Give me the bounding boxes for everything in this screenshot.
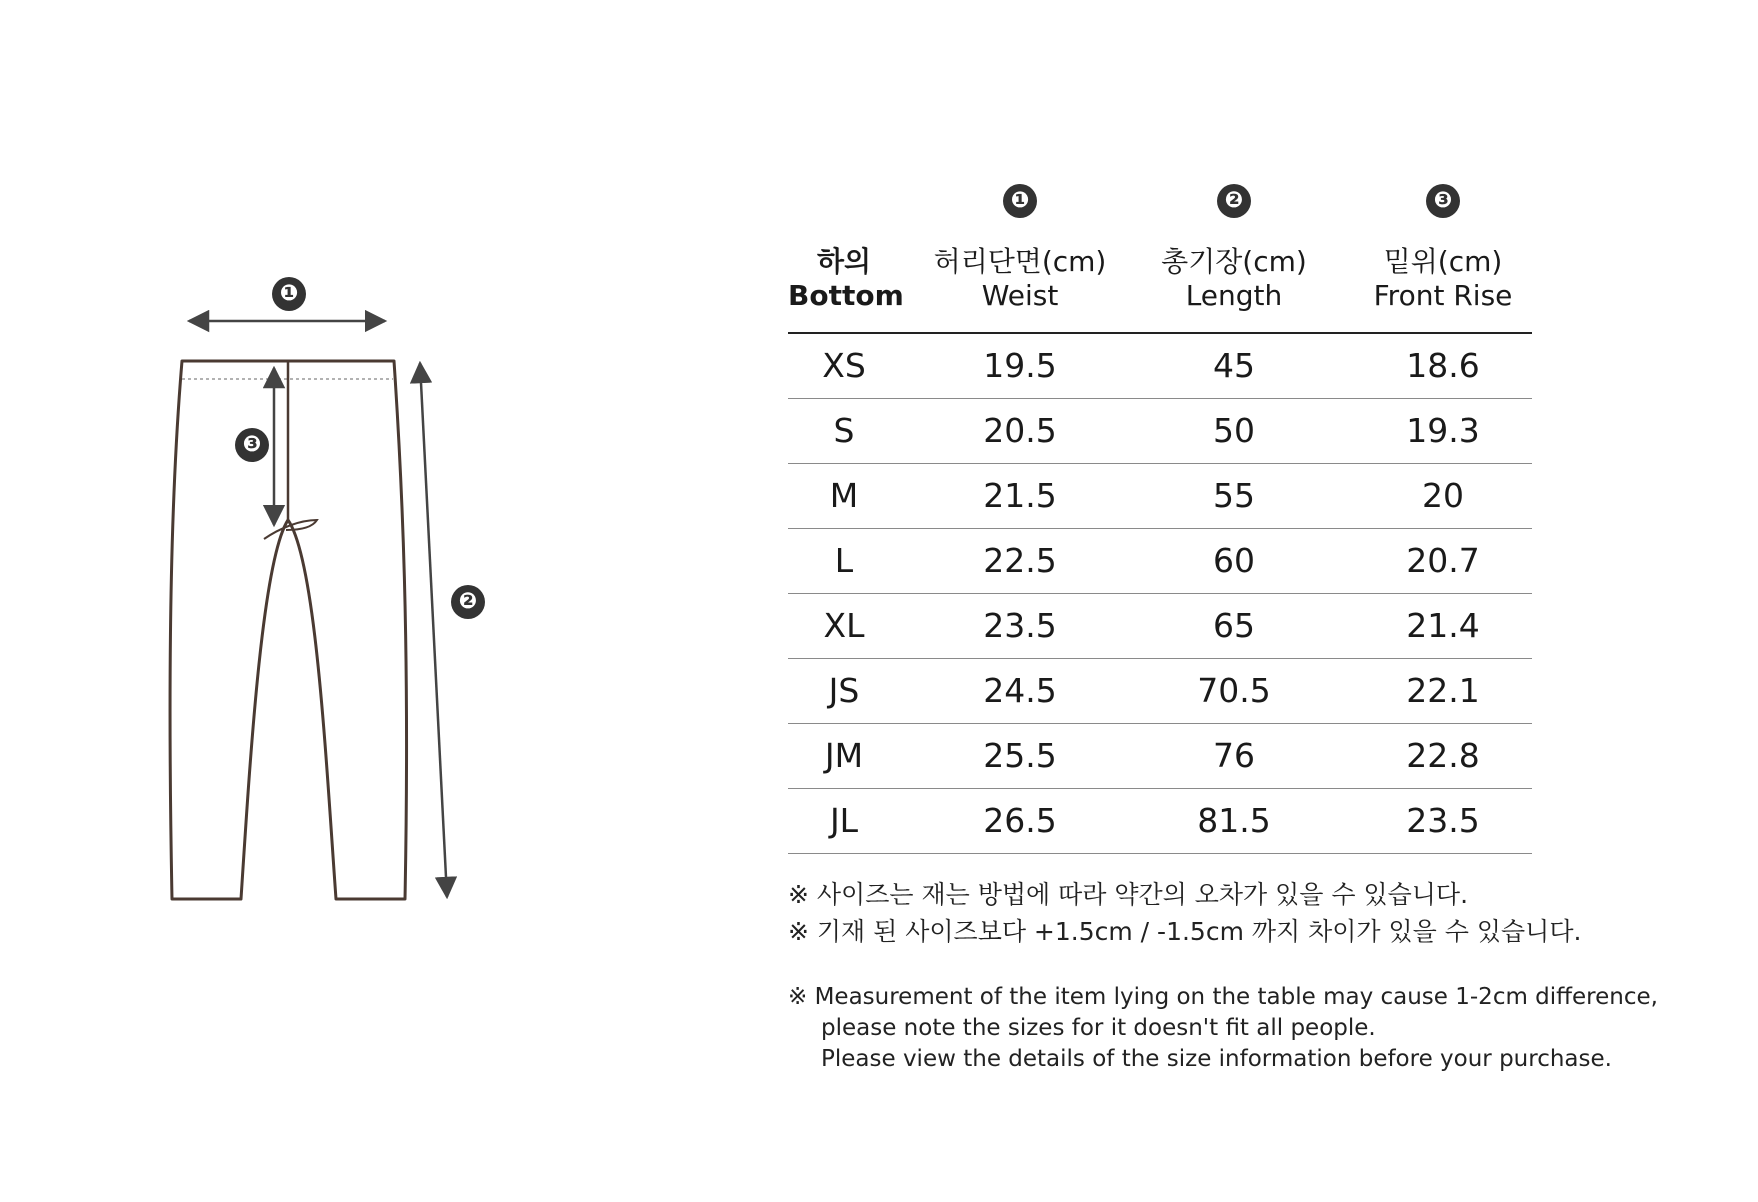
table-row: [788, 789, 1532, 854]
size-cell: JL: [829, 801, 859, 840]
length-cell: 55: [1213, 476, 1255, 515]
marker-1-badge: ❶: [272, 277, 306, 311]
rise-cell: 20.7: [1406, 541, 1480, 580]
waist-number-badge: ❶: [1003, 184, 1037, 218]
rise-number-badge: ❸: [1426, 184, 1460, 218]
size-cell: JM: [824, 736, 864, 775]
note-ko-line: ※ 사이즈는 재는 방법에 따라 약간의 오차가 있을 수 있습니다.: [788, 880, 1469, 909]
rise-cell: 21.4: [1406, 606, 1480, 645]
korean-notes: [788, 876, 1581, 950]
waist-cell: 25.5: [983, 736, 1057, 775]
size-cell: XL: [823, 606, 865, 645]
length-cell: 70.5: [1197, 671, 1271, 710]
table-row: [788, 464, 1532, 529]
waist-cell: 20.5: [983, 411, 1057, 450]
waist-cell: 19.5: [983, 346, 1057, 385]
length-arrow: [420, 363, 447, 897]
size-cell: XS: [822, 346, 866, 385]
col-header-size-en: Bottom: [788, 279, 904, 312]
rise-cell: 22.8: [1406, 736, 1480, 775]
marker-3-badge: ❸: [235, 428, 269, 462]
col-header-rise-ko: 밑위(cm): [1383, 245, 1503, 278]
waist-cell: 26.5: [983, 801, 1057, 840]
size-cell: M: [829, 476, 859, 515]
note-ko-line: ※ 기재 된 사이즈보다 +1.5cm / -1.5cm 까지 차이가 있을 수 있습니다.: [788, 917, 1582, 946]
english-notes: [788, 982, 1658, 1075]
table-row: [788, 399, 1532, 464]
table-row: [788, 724, 1532, 789]
pants-diagram: [0, 0, 560, 1000]
size-cell: S: [833, 411, 855, 450]
table-row: [788, 334, 1532, 399]
marker-2-badge: ❷: [451, 585, 485, 619]
size-cell: L: [834, 541, 854, 580]
length-cell: 50: [1213, 411, 1255, 450]
note-en-line: please note the sizes for it doesn't fit all people.: [821, 1015, 1376, 1041]
note-en-line: Please view the details of the size information before your purchase.: [821, 1046, 1612, 1072]
col-header-length-ko: 총기장(cm): [1161, 245, 1307, 278]
table-row: [788, 529, 1532, 594]
waist-cell: 22.5: [983, 541, 1057, 580]
table-row: [788, 659, 1532, 724]
table-row: [788, 594, 1532, 659]
waist-cell: 23.5: [983, 606, 1057, 645]
rise-cell: 22.1: [1406, 671, 1480, 710]
rise-cell: 19.3: [1406, 411, 1480, 450]
col-header-length-en: Length: [1185, 279, 1283, 312]
col-header-waist-ko: 허리단면(cm): [933, 245, 1107, 278]
length-cell: 65: [1213, 606, 1255, 645]
length-number-badge: ❷: [1217, 184, 1251, 218]
rise-cell: 18.6: [1406, 346, 1480, 385]
col-header-waist-en: Weist: [981, 279, 1059, 312]
col-header-rise-en: Front Rise: [1373, 279, 1513, 312]
waist-cell: 24.5: [983, 671, 1057, 710]
rise-cell: 23.5: [1406, 801, 1480, 840]
length-cell: 60: [1213, 541, 1255, 580]
note-en-line: ※ Measurement of the item lying on the table may cause 1-2cm difference,: [788, 984, 1658, 1010]
length-cell: 81.5: [1197, 801, 1271, 840]
length-cell: 45: [1213, 346, 1255, 385]
size-cell: JS: [828, 671, 860, 710]
rise-cell: 20: [1422, 476, 1464, 515]
waist-cell: 21.5: [983, 476, 1057, 515]
length-cell: 76: [1213, 736, 1255, 775]
col-header-size-ko: 하의: [816, 245, 872, 278]
